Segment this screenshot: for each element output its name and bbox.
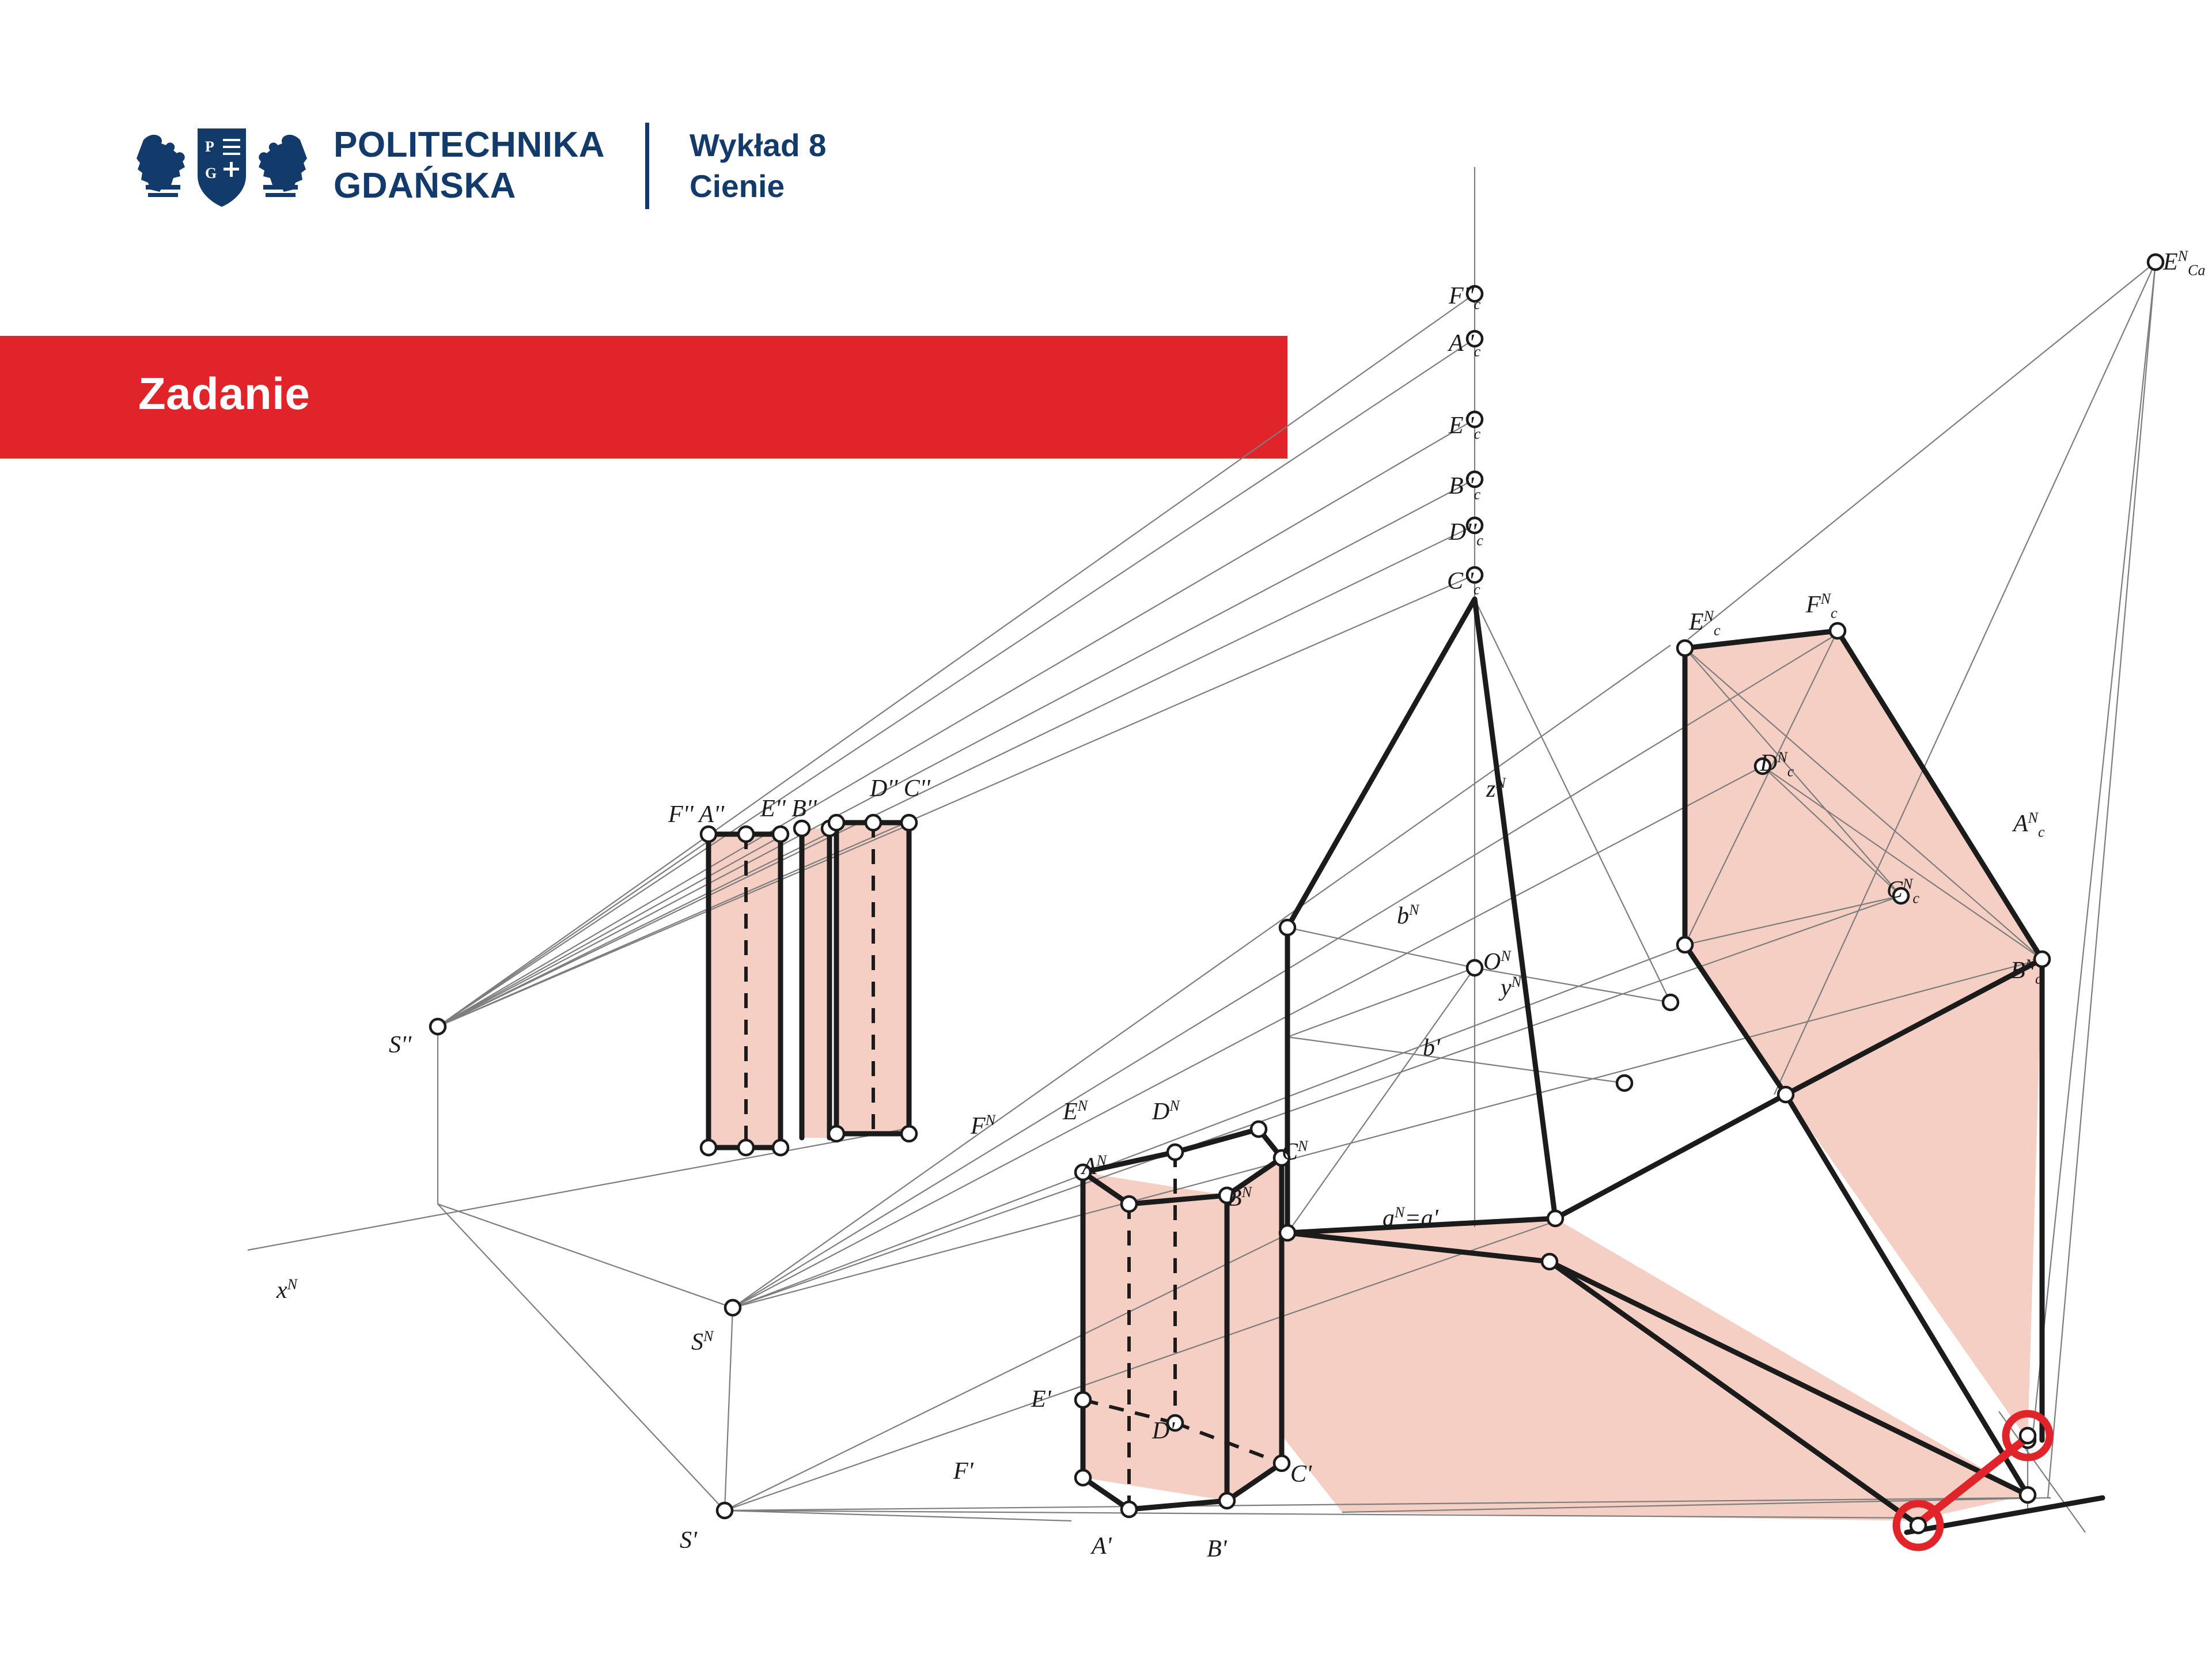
- point-label-l03: $E''_c$: [1449, 412, 1481, 442]
- point-label-l18: b': [1423, 1035, 1440, 1061]
- point-label-l36: S': [680, 1527, 697, 1554]
- point-label-l27: $D^N$: [1152, 1097, 1180, 1125]
- svg-text:G: G: [205, 165, 217, 181]
- point-label-l34: F': [953, 1458, 974, 1485]
- point-label-l17: $y^N$: [1501, 974, 1522, 1001]
- point-label-l12: $C^N_c$: [1887, 876, 1919, 907]
- university-name-line2: GDAŃSKA: [334, 165, 516, 206]
- point-label-l15: $b^N$: [1397, 902, 1419, 929]
- point-label-l33: D': [1152, 1418, 1175, 1444]
- point-label-l35: C': [1290, 1461, 1312, 1487]
- point-label-l23: S'': [389, 1032, 411, 1058]
- lecture-number: Wykład 8: [690, 127, 827, 164]
- point-label-l09: $F^N_c$: [1806, 590, 1838, 622]
- point-label-l05: $D''_c$: [1449, 519, 1483, 549]
- point-label-l01: $F''_c$: [1449, 283, 1481, 313]
- point-label-l28: $C^N$: [1282, 1138, 1308, 1165]
- point-label-l02: $A''_c$: [1449, 330, 1481, 360]
- point-label-l10: $D^N_c$: [1760, 749, 1794, 780]
- point-label-l16: $O^N$: [1483, 948, 1511, 975]
- point-label-l06: $C''_c$: [1447, 568, 1480, 598]
- point-label-l30: $B^N$: [1227, 1184, 1252, 1212]
- point-label-l07: $E^N_{Ca}$: [2163, 248, 2206, 279]
- section-title: Zadanie: [138, 368, 310, 419]
- point-label-l22: D'' C'': [870, 775, 930, 802]
- point-label-l20: F'' A'': [668, 801, 724, 828]
- point-label-l24: $x^N$: [276, 1276, 298, 1304]
- point-label-l11: $A^N_c$: [2013, 809, 2045, 841]
- point-label-l19: $a^N=a'$: [1382, 1204, 1438, 1232]
- university-name-line1: POLITECHNIKA: [334, 125, 605, 165]
- point-label-l37: A': [1092, 1533, 1112, 1559]
- point-label-l04: $B''_c$: [1449, 473, 1481, 503]
- point-label-l31: $S^N$: [691, 1328, 714, 1356]
- lecture-topic: Cienie: [690, 168, 785, 204]
- point-label-l26: $E^N$: [1063, 1097, 1088, 1125]
- point-label-l38: B': [1207, 1536, 1227, 1562]
- svg-text:P: P: [205, 138, 214, 155]
- point-label-l13: $B^N_c$: [2010, 956, 2042, 987]
- point-label-l29: $A^N$: [1082, 1152, 1107, 1180]
- point-label-l21: E'' B'': [760, 796, 817, 822]
- point-label-l08: $E^N_c$: [1689, 608, 1721, 639]
- point-label-l14: $z^N$: [1486, 775, 1506, 802]
- point-label-l25: $F^N$: [971, 1112, 996, 1139]
- point-label-l32: E': [1031, 1386, 1051, 1413]
